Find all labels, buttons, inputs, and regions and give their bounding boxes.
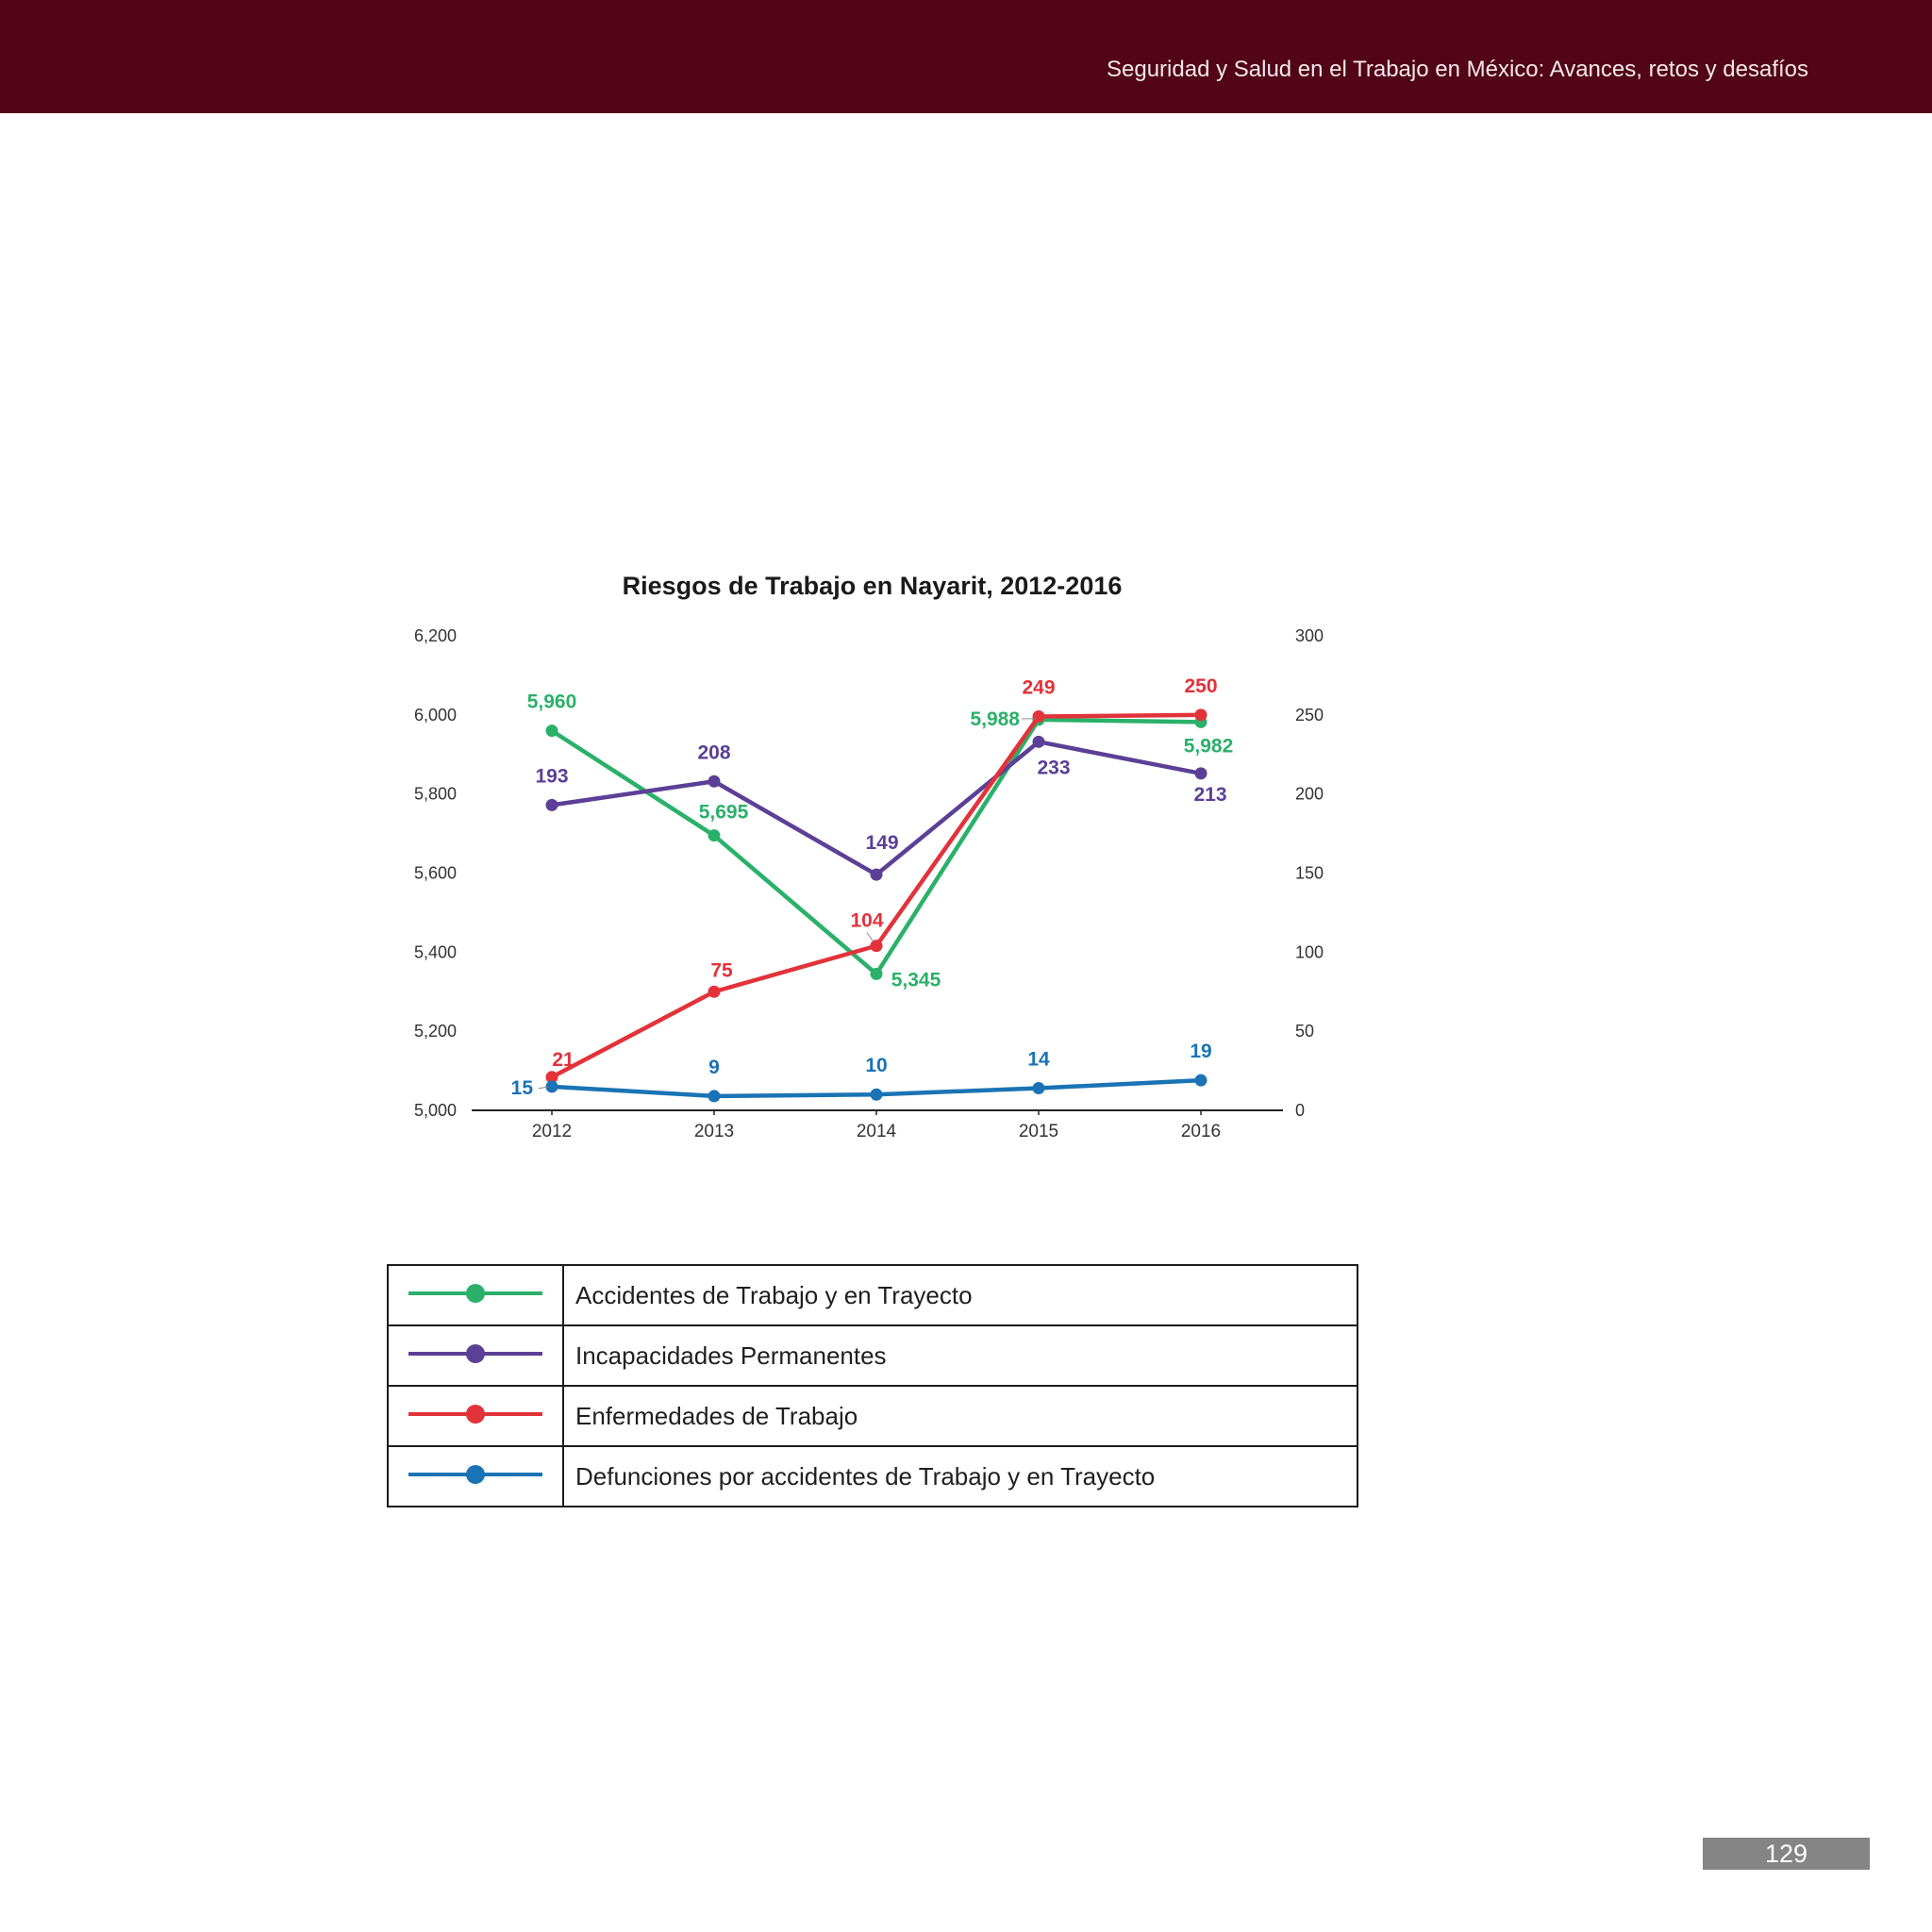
y-right-tick-label: 150 xyxy=(1295,863,1324,883)
data-label: 75 xyxy=(710,959,733,982)
series-point xyxy=(871,968,883,980)
legend-swatch-dot xyxy=(466,1344,485,1363)
y-right-tick-label: 100 xyxy=(1295,942,1324,962)
series-point xyxy=(1033,1082,1045,1094)
y-right-tick-label: 0 xyxy=(1295,1101,1306,1120)
y-left-tick-label: 6,000 xyxy=(413,705,457,724)
x-tick-label: 2012 xyxy=(531,1122,573,1141)
legend-swatch-defunciones xyxy=(405,1460,546,1489)
legend-swatch-cell xyxy=(388,1325,563,1386)
series-line xyxy=(552,741,1201,874)
series-point xyxy=(1033,710,1045,723)
chart-title: Riesgos de Trabajo en Nayarit, 2012-2016 xyxy=(622,572,1123,600)
data-label: 9 xyxy=(708,1056,720,1078)
x-tick-label: 2014 xyxy=(856,1122,897,1141)
series-point xyxy=(871,869,883,881)
data-label: 5,695 xyxy=(698,801,749,824)
series-point xyxy=(708,1090,721,1102)
legend-swatch-incapacidades xyxy=(405,1340,546,1368)
legend-swatch-accidentes xyxy=(405,1279,546,1307)
header-title: Seguridad y Salud en el Trabajo en México: Avances, retos y desafíos xyxy=(1107,57,1808,82)
x-tick-label: 2016 xyxy=(1180,1122,1222,1141)
data-label: 5,982 xyxy=(1183,735,1234,758)
legend-label: Accidentes de Trabajo y en Trayecto xyxy=(563,1265,1357,1325)
y-right-tick-label: 250 xyxy=(1295,705,1324,724)
legend-row xyxy=(388,1386,1357,1446)
series-point xyxy=(708,986,721,998)
y-left-tick-label: 5,600 xyxy=(413,863,457,883)
legend-swatch-enfermedades xyxy=(405,1400,546,1428)
legend-row xyxy=(388,1325,1357,1386)
page-number: 129 xyxy=(1703,1838,1870,1870)
x-tick-label: 2015 xyxy=(1018,1122,1059,1141)
data-label: 10 xyxy=(865,1055,888,1077)
x-tick-label: 2013 xyxy=(693,1122,735,1141)
series-line xyxy=(552,715,1201,1077)
y-right-tick-label: 300 xyxy=(1295,626,1324,645)
data-label: 233 xyxy=(1037,757,1071,779)
series-point xyxy=(1033,736,1045,748)
series-point xyxy=(708,829,721,841)
data-label: 14 xyxy=(1027,1048,1050,1071)
series-point xyxy=(708,775,721,788)
series-point xyxy=(1195,767,1208,779)
legend-label: Incapacidades Permanentes xyxy=(563,1325,1357,1386)
data-label: 149 xyxy=(865,832,899,855)
series-point xyxy=(871,940,883,952)
legend-label: Defunciones por accidentes de Trabajo y en Trayecto xyxy=(563,1446,1357,1507)
legend-row xyxy=(388,1446,1357,1507)
data-label: 21 xyxy=(552,1048,575,1071)
label-leader-line xyxy=(867,933,874,942)
legend-swatch-cell xyxy=(388,1446,563,1507)
series-point xyxy=(1195,1074,1208,1087)
y-left-tick-label: 5,400 xyxy=(413,942,457,962)
legend-row xyxy=(388,1265,1357,1325)
y-left-tick-label: 6,200 xyxy=(413,626,457,645)
data-label: 104 xyxy=(850,909,884,932)
data-label: 193 xyxy=(535,765,569,788)
legend-swatch-dot xyxy=(466,1284,485,1303)
legend-swatch-dot xyxy=(466,1405,485,1424)
series-point xyxy=(546,724,558,737)
data-label: 15 xyxy=(510,1076,533,1099)
data-label: 249 xyxy=(1022,676,1056,699)
y-left-tick-label: 5,000 xyxy=(413,1101,457,1120)
data-label: 5,988 xyxy=(970,708,1020,730)
series-point xyxy=(546,799,558,811)
series-point xyxy=(871,1089,883,1101)
y-right-tick-label: 200 xyxy=(1295,784,1324,804)
legend-swatch-cell xyxy=(388,1265,563,1325)
y-left-tick-label: 5,200 xyxy=(413,1022,457,1041)
legend-table xyxy=(387,1264,1358,1507)
legend-swatch-dot xyxy=(466,1465,485,1484)
y-left-tick-label: 5,800 xyxy=(413,784,457,804)
legend-swatch-cell xyxy=(388,1386,563,1446)
data-label: 208 xyxy=(697,741,731,764)
data-label: 5,345 xyxy=(891,969,941,991)
data-label: 213 xyxy=(1193,783,1227,806)
data-label: 250 xyxy=(1184,675,1218,697)
y-right-tick-label: 50 xyxy=(1295,1022,1315,1041)
data-label: 19 xyxy=(1190,1041,1212,1063)
series-point xyxy=(1195,708,1208,721)
data-label: 5,960 xyxy=(526,691,577,713)
legend-label: Enfermedades de Trabajo xyxy=(563,1386,1357,1446)
